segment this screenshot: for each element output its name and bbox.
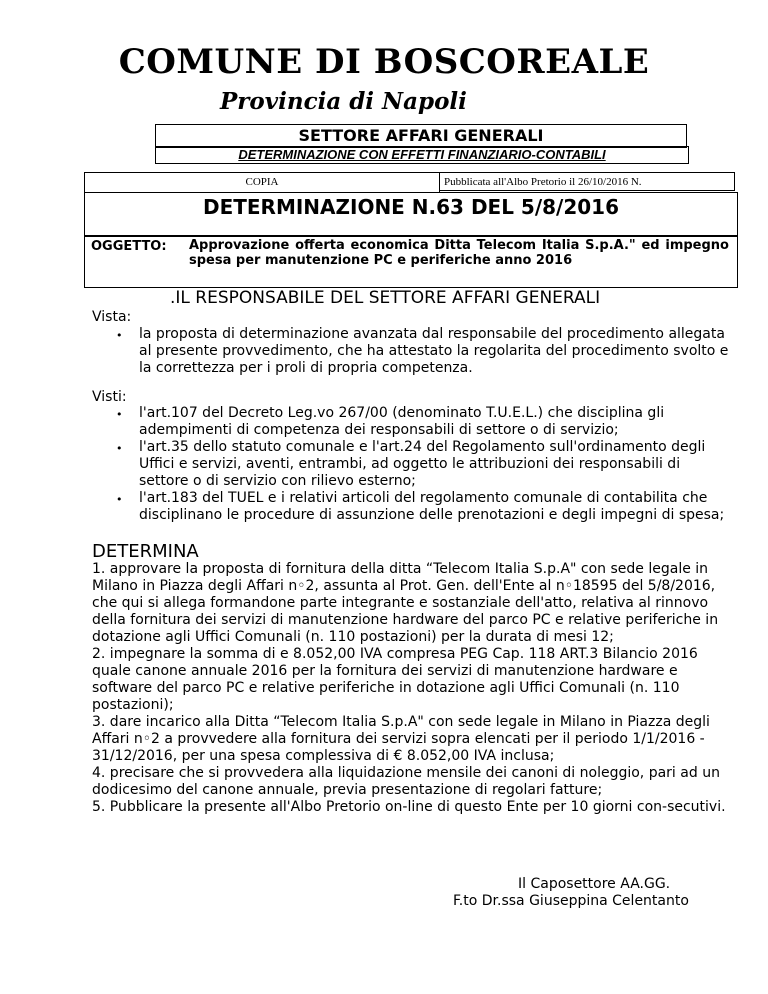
- vista-label: Vista:: [92, 309, 132, 325]
- responsible-heading: .IL RESPONSABILE DEL SETTORE AFFARI GENERALI: [170, 288, 601, 308]
- subject-text: Approvazione offerta economica Ditta Telecom Italia S.p.A." ed impegno spesa per manutenzione PC e periferiche anno 2016: [189, 238, 729, 268]
- determination-type-box: DETERMINAZIONE CON EFFETTI FINANZIARIO-CONTABILI: [155, 146, 689, 164]
- determina-point: 3. dare incarico alla Ditta “Telecom Italia S.p.A" con sede legale in Milano in Piazza degli Affari n◦2 a provvedere alla fornitura dei servizi sopra elencati per il periodo 1/1/2016 - 31/12/2016, per una spesa complessiva di € 8.052,00 IVA inclusa;: [92, 714, 710, 764]
- visti-label: Visti:: [92, 389, 127, 405]
- determina-point: 2. impegnare la somma di e 8.052,00 IVA compresa PEG Cap. 118 ART.3 Bilancio 2016 quale canone annuale 2016 per la fornitura dei servizi di manutenzione hardware e software del parco PC e relative periferiche in dotazione agli Uffici Comunali (n. 110 postazioni);: [92, 646, 698, 713]
- province-subtitle: Provincia di Napoli: [220, 88, 467, 115]
- determina-point: 4. precisare che si provvedera alla liquidazione mensile dei canoni di noleggio, pari ad un dodicesimo del canone annuale, previa presentazione di regolari fatture;: [92, 765, 720, 798]
- sector-box: SETTORE AFFARI GENERALI: [155, 124, 687, 148]
- subject-box: [84, 236, 738, 288]
- visti-item: l'art.107 del Decreto Leg.vo 267/00 (denominato T.U.E.L.) che disciplina gli adempimenti di competenza dei responsabili di settore o di servizio;: [139, 405, 665, 438]
- copy-box: COPIA: [84, 172, 440, 193]
- publication-box: Pubblicata all'Albo Pretorio il 26/10/2016 N.: [439, 172, 735, 191]
- visti-item: l'art.183 del TUEL e i relativi articoli del regolamento comunale di contabilita che disciplinano le procedure di assunzione delle prenotazioni e degli impegni di spesa;: [139, 490, 725, 523]
- bullet-icon: •: [116, 442, 123, 455]
- bullet-icon: •: [116, 408, 123, 421]
- determina-point: 1. approvare la proposta di fornitura della ditta “Telecom Italia S.p.A" con sede legale in Milano in Piazza degli Affari n◦2, assunta al Prot. Gen. dell'Ente al n◦18595 del 5/8/2016, che qui si allega formandone parte integrante e sostanziale dell'atto, relativa al rinnovo della fornitura dei servizi di manutenzione hardware del parco PC e relative periferiche in dotazione agli Uffici Comunali (n. 110 postazioni) per la durata di mesi 12;: [92, 561, 719, 645]
- determination-number-box: [84, 192, 738, 236]
- determina-body: [92, 561, 732, 816]
- signature-name: F.to Dr.ssa Giuseppina Celentanto: [453, 893, 689, 909]
- determina-point: 5. Pubblicare la presente all'Albo Pretorio on-line di questo Ente per 10 giorni con-secutivi.: [92, 799, 726, 815]
- subject-label: OGGETTO:: [91, 239, 167, 254]
- bullet-icon: •: [116, 329, 123, 342]
- determina-heading: DETERMINA: [92, 541, 199, 562]
- vista-item: la proposta di determinazione avanzata dal responsabile del procedimento allegata al presente provvedimento, che ha attestato la regolarita del procedimento svolto e la correttezza per i proli di propria competenza.: [139, 326, 729, 376]
- bullet-icon: •: [116, 493, 123, 506]
- determination-number: DETERMINAZIONE N.63 DEL 5/8/2016: [202, 195, 620, 219]
- signature-role: Il Caposettore AA.GG.: [518, 876, 671, 892]
- visti-item: l'art.35 dello statuto comunale e l'art.24 del Regolamento sull'ordinamento degli Uffici e servizi, aventi, entrambi, ad oggetto le attribuzioni dei responsabili di settore o di servizio con rilievo esterno;: [139, 439, 706, 489]
- document-title: COMUNE DI BOSCOREALE: [118, 42, 650, 82]
